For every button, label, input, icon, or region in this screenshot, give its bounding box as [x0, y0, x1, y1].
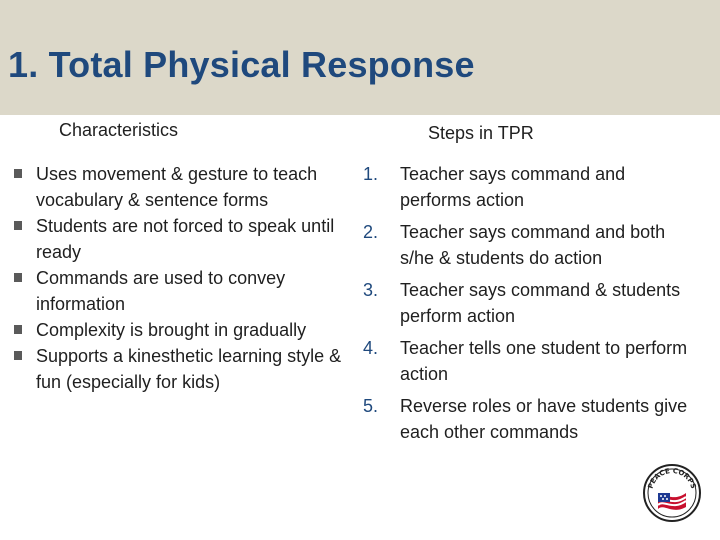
step-item — [363, 219, 693, 277]
characteristic-item — [14, 265, 344, 317]
step-text: Teacher says command and performs action — [400, 164, 626, 210]
characteristics-list — [14, 161, 344, 395]
characteristic-item — [14, 213, 344, 265]
step-item — [363, 161, 693, 219]
square-bullet-icon — [14, 221, 22, 230]
step-text: Teacher says command and both s/he & students do action — [400, 222, 666, 268]
step-item — [363, 393, 693, 451]
characteristic-item — [14, 343, 344, 395]
step-text: Reverse roles or have students give each other commands — [400, 396, 688, 442]
step-text: Teacher says command & students perform action — [400, 280, 681, 326]
steps-heading: Steps in TPR — [428, 123, 534, 143]
step-number: 3. — [363, 280, 379, 300]
square-bullet-icon — [14, 273, 22, 282]
steps-list — [363, 161, 693, 451]
characteristics-heading: Characteristics — [59, 120, 179, 140]
characteristic-text: Uses movement & gesture to teach vocabulary & sentence forms — [36, 164, 318, 210]
step-number: 2. — [363, 222, 379, 242]
svg-text:PEACE CORPS: PEACE CORPS — [646, 466, 698, 490]
peace-corps-seal-icon — [642, 463, 702, 523]
step-text: Teacher tells one student to perform action — [400, 338, 688, 384]
characteristic-text: Commands are used to convey information — [36, 268, 286, 314]
square-bullet-icon — [14, 325, 22, 334]
characteristic-text: Students are not forced to speak until ready — [36, 216, 335, 262]
square-bullet-icon — [14, 351, 22, 360]
characteristic-item — [14, 161, 344, 213]
square-bullet-icon — [14, 169, 22, 178]
step-item — [363, 277, 693, 335]
characteristic-text: Supports a kinesthetic learning style & fun (especially for kids) — [36, 346, 342, 392]
step-number: 1. — [363, 164, 379, 184]
step-number: 4. — [363, 338, 379, 358]
step-number: 5. — [363, 396, 379, 416]
characteristic-text: Complexity is brought in gradually — [36, 320, 307, 340]
characteristic-item — [14, 317, 344, 343]
step-item — [363, 335, 693, 393]
slide-title: 1. Total Physical Response — [8, 44, 475, 85]
